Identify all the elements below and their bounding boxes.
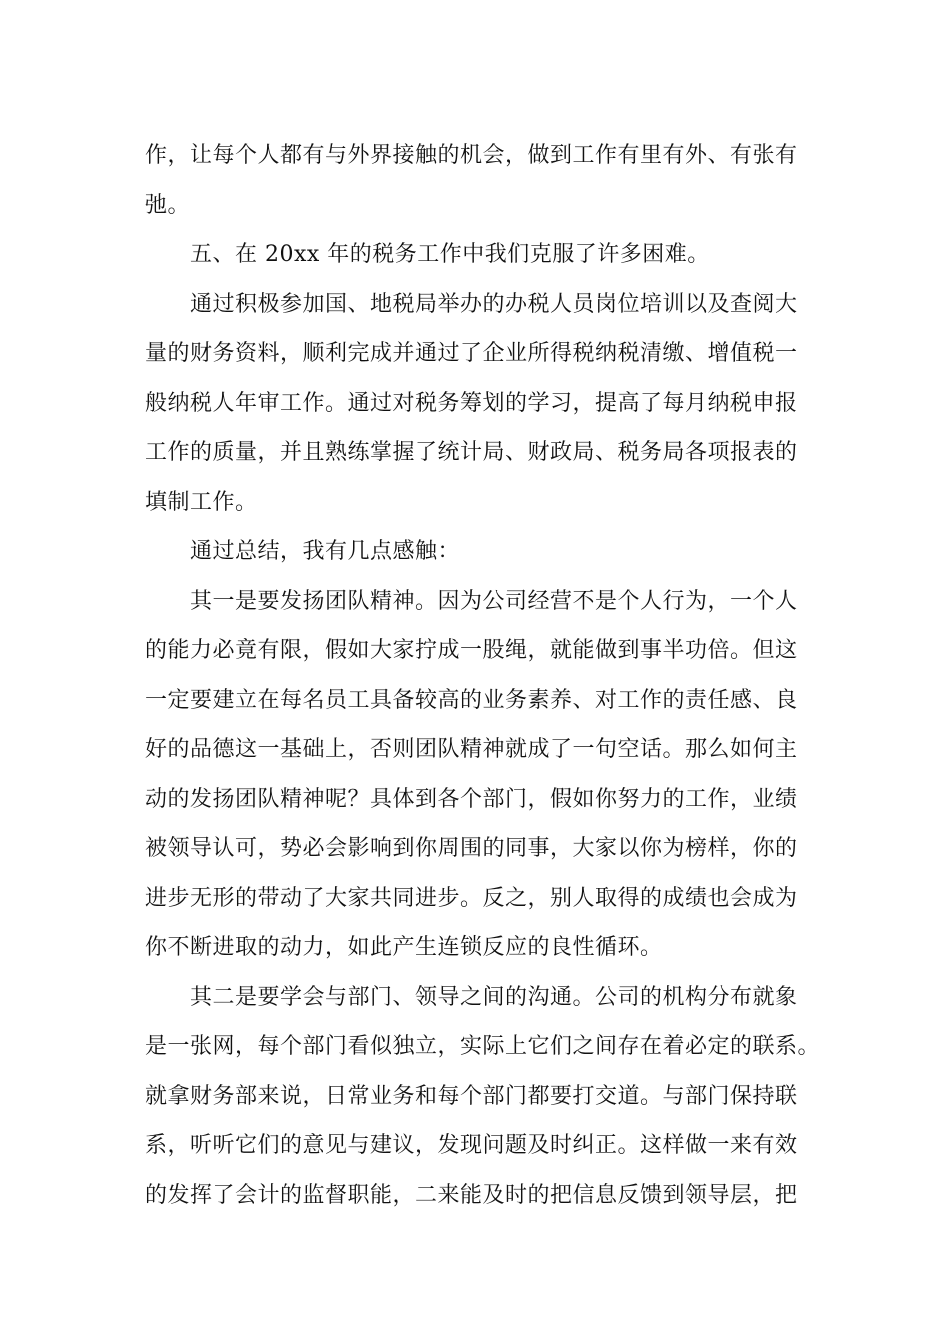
paragraph-start: 通过积极参加国、地税局举办的办税人员岗位培训以及查阅大 (190, 291, 798, 317)
text-line: 就拿财务部来说，日常业务和每个部门都要打交道。与部门保持联 (145, 1083, 798, 1109)
text-line: 工作的质量，并且熟练掌握了统计局、财政局、税务局各项报表的 (145, 440, 798, 465)
text-line: 动的发扬团队精神呢？具体到各个部门，假如你努力的工作，业绩 (145, 786, 798, 812)
text-line: 弛。 (145, 192, 191, 218)
text-line: 作，让每个人都有与外界接触的机会，做到工作有里有外、有张有 (145, 143, 798, 168)
text-line: 的发挥了会计的监督职能，二来能及时的把信息反馈到领导层，把 (145, 1182, 798, 1208)
text-line: 你不断进取的动力，如此产生连锁反应的良性循环。 (145, 935, 663, 960)
text-line: 是一张网，每个部门看似独立，实际上它们之间存在着必定的联系。 (145, 1034, 821, 1059)
text-line: 的能力必竟有限，假如大家拧成一股绳，就能做到事半功倍。但这 (145, 638, 798, 663)
text-line: 般纳税人年审工作。通过对税务筹划的学习，提高了每月纳税申报 (145, 390, 798, 416)
paragraph-start: 其一是要发扬团队精神。因为公司经营不是个人行为，一个人 (190, 588, 798, 614)
paragraph-start: 其二是要学会与部门、领导之间的沟通。公司的机构分布就象 (190, 984, 798, 1010)
text-line: 一定要建立在每名员工具备较高的业务素养、对工作的责任感、良 (145, 687, 798, 713)
text-line: 被领导认可，势必会影响到你周围的同事，大家以你为榜样，你的 (145, 836, 798, 861)
text-line: 填制工作。 (145, 489, 258, 515)
text-line: 系，听听它们的意见与建议，发现问题及时纠正。这样做一来有效 (145, 1133, 798, 1158)
paragraph-start: 通过总结，我有几点感触： (190, 539, 461, 564)
section-heading: 五、在 20xx 年的税务工作中我们克服了许多困难。 (190, 242, 710, 267)
text-line: 好的品德这一基础上，否则团队精神就成了一句空话。那么如何主 (145, 737, 798, 762)
text-line: 进步无形的带动了大家共同进步。反之，别人取得的成绩也会成为 (145, 885, 798, 911)
text-line: 量的财务资料，顺利完成并通过了企业所得税纳税清缴、增值税一 (145, 341, 798, 366)
body-text (145, 131, 821, 1220)
